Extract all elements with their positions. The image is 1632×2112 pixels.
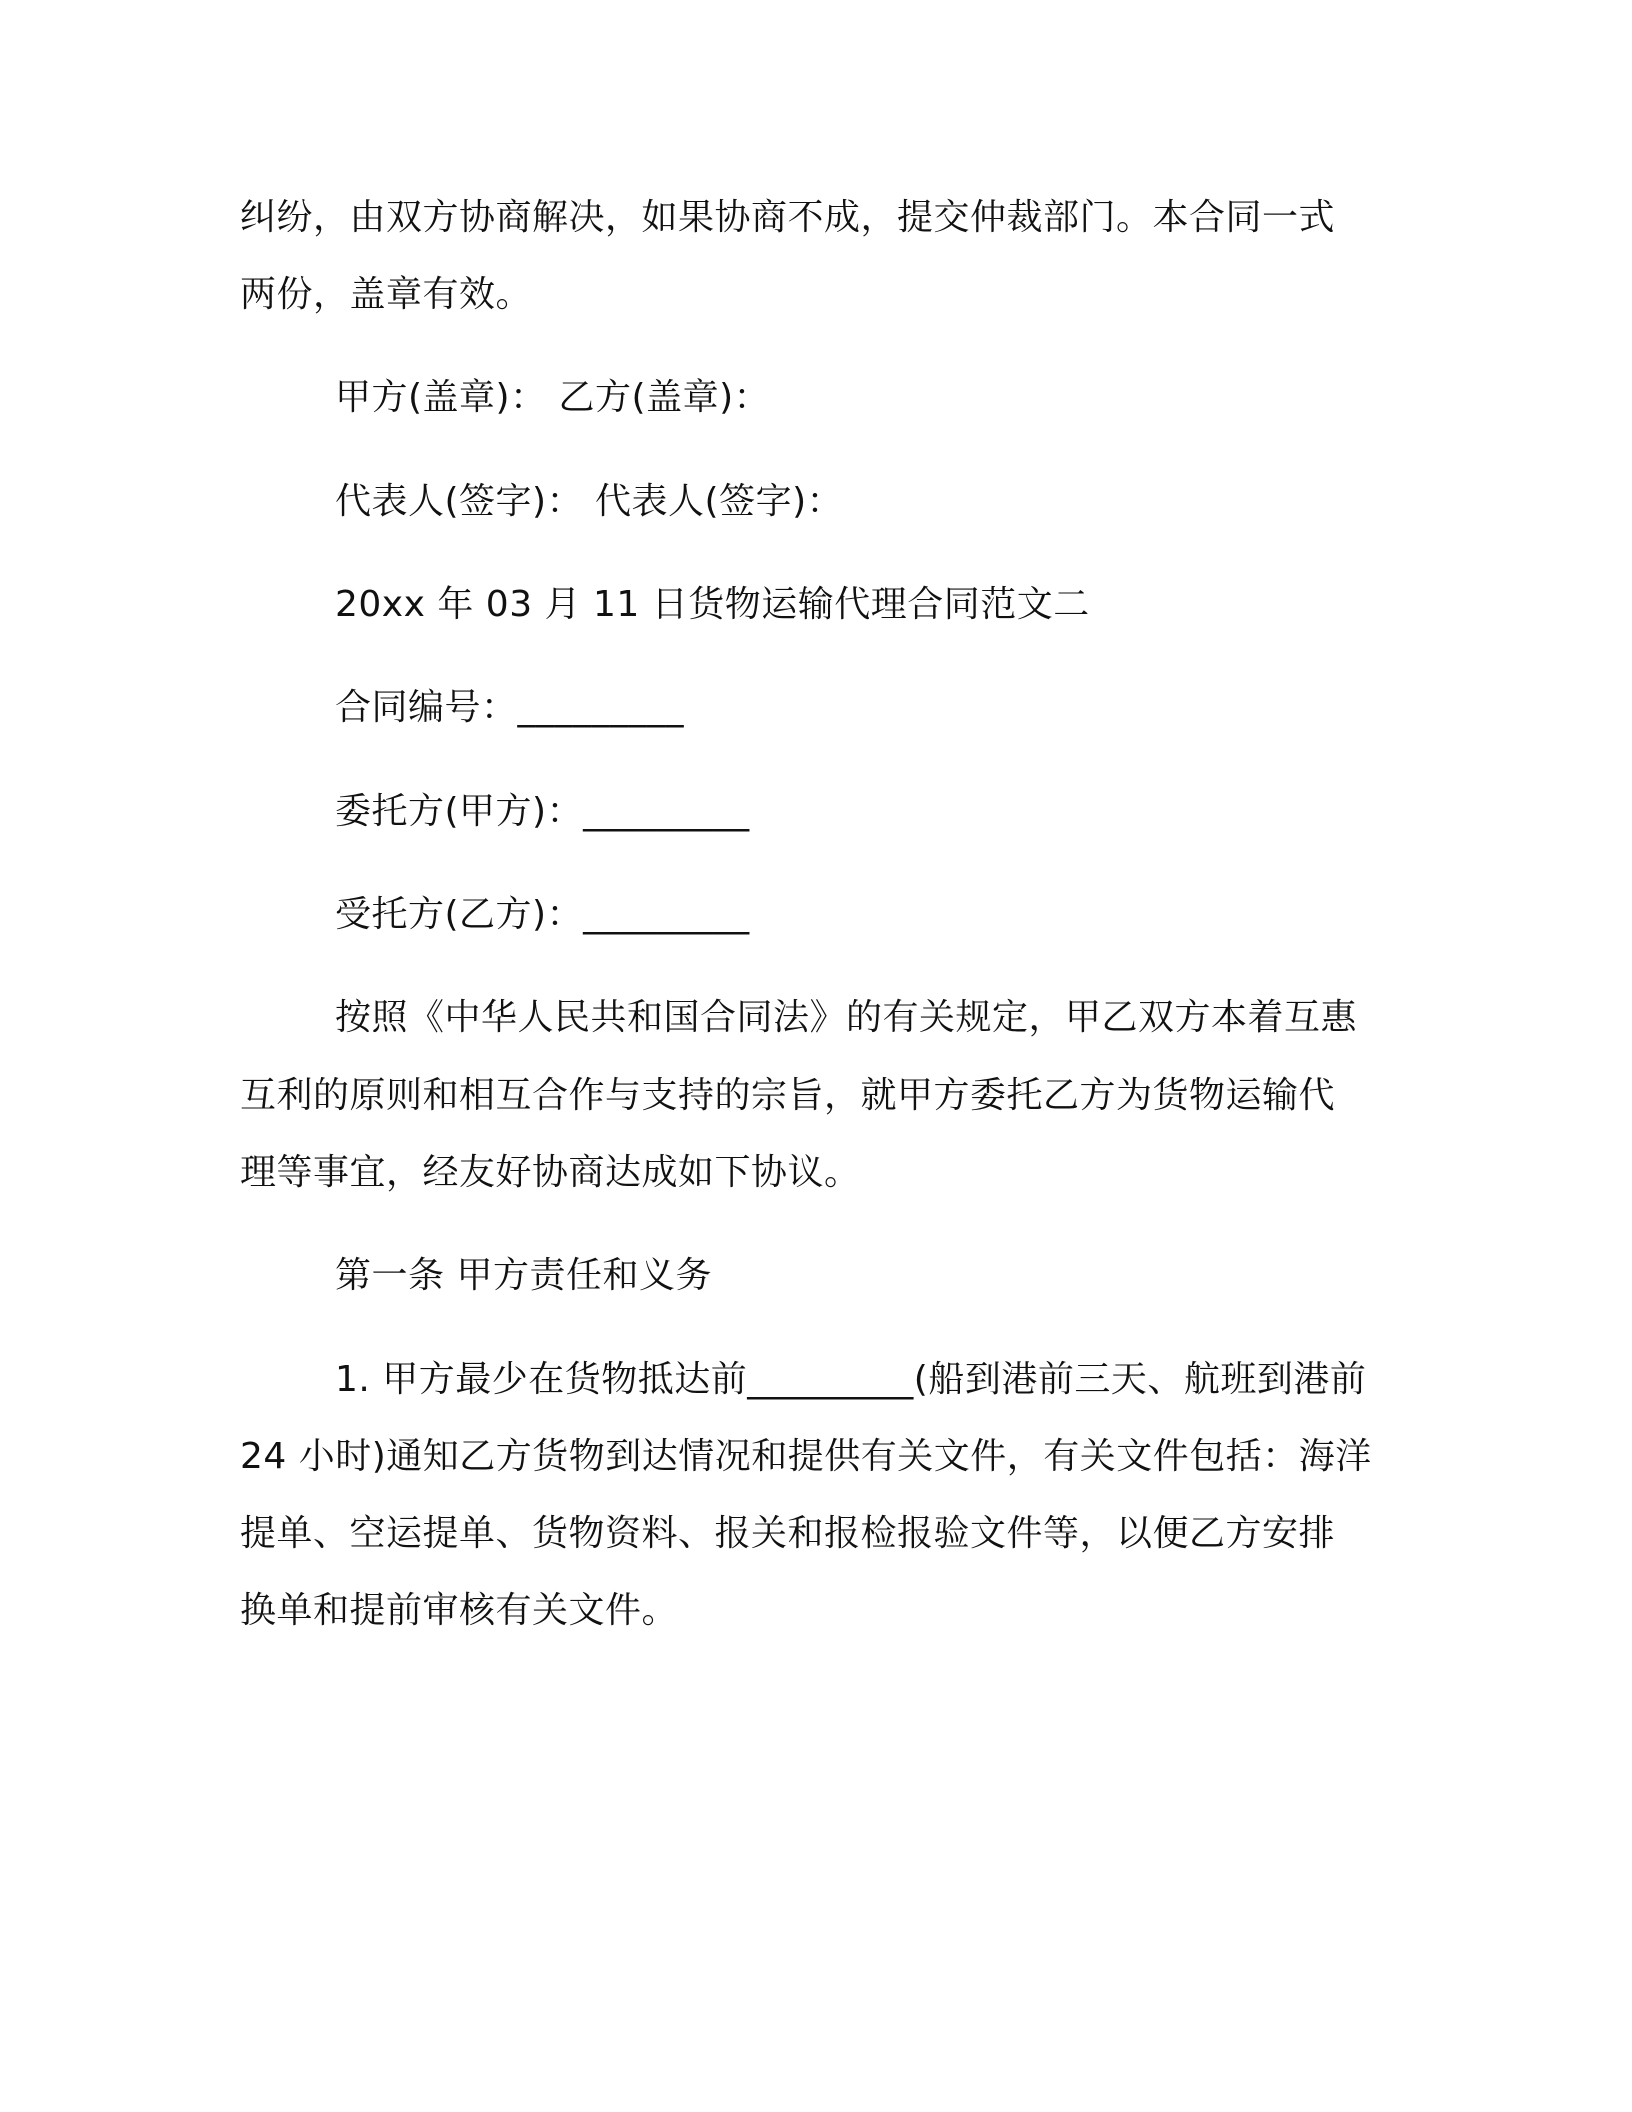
paragraph-line: 两份，盖章有效。 — [240, 274, 533, 315]
paragraph-line: 换单和提前审核有关文件。 — [240, 1590, 679, 1631]
paragraph-line: 提单、空运提单、货物资料、报关和报检报验文件等，以便乙方安排 — [240, 1513, 1336, 1554]
representative-signature-line: 代表人(签字)： 代表人(签字)： — [335, 481, 844, 522]
section-heading: 第一条 甲方责任和义务 — [335, 1255, 712, 1296]
paragraph-line: 互利的原则和相互合作与支持的宗旨，就甲方委托乙方为货物运输代 — [240, 1075, 1336, 1116]
paragraph-line: 理等事宜，经友好协商达成如下协议。 — [240, 1152, 861, 1193]
contract-number-line: 合同编号：_________ — [335, 687, 685, 728]
paragraph-line: 24 小时)通知乙方货物到达情况和提供有关文件，有关文件包括：海洋 — [240, 1436, 1372, 1477]
date-title-line: 20xx 年 03 月 11 日货物运输代理合同范文二 — [335, 584, 1090, 625]
paragraph-line: 1. 甲方最少在货物抵达前_________(船到港前三天、航班到港前 — [335, 1359, 1367, 1400]
party-seal-line: 甲方(盖章)： 乙方(盖章)： — [335, 377, 771, 418]
client-party-line: 委托方(甲方)：_________ — [335, 791, 750, 832]
agent-party-line: 受托方(乙方)：_________ — [335, 894, 750, 935]
paragraph-line: 纠纷，由双方协商解决，如果协商不成，提交仲裁部门。本合同一式 — [240, 197, 1336, 238]
paragraph-line: 按照《中华人民共和国合同法》的有关规定，甲乙双方本着互惠 — [335, 997, 1358, 1038]
